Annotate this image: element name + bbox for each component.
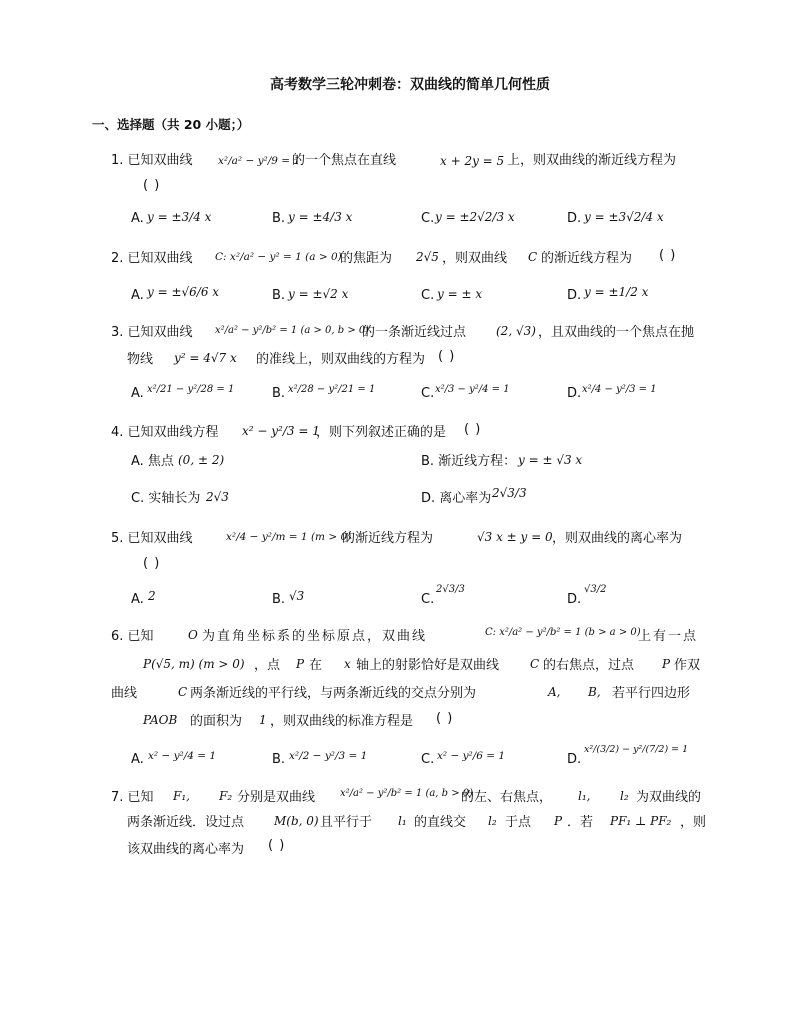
q7-text: 的左、右焦点， [461,790,553,805]
q7-equation: x²/a² − y²/b² = 1 (a, b > 0) [340,788,474,799]
q6-text: 曲线 [111,686,138,701]
option-a: (0, ± 2) [178,453,225,467]
option-label: D. [567,592,582,607]
q6-symbol: P [662,657,671,671]
q7-condition: PF₁ ⊥ PF₂ [610,814,672,828]
q7-symbol: l₂ [620,789,629,803]
q6-text: 的右焦点，过点 [543,658,635,673]
option-d: x²/4 − y²/3 = 1 [582,384,657,395]
option-a-label: A. 焦点 [131,454,174,469]
option-b-label: B. 渐近线方程： [421,454,517,469]
option-label: D. [567,211,582,226]
q6-symbol: C [178,685,188,699]
q7-symbol: F₁, [173,789,190,803]
q7-symbol: F₂ [219,789,233,803]
option-a: x² − y²/4 = 1 [148,750,217,762]
q6-text: 6. 已知 [111,629,154,644]
q4-equation: x² − y²/3 = 1 [242,424,320,438]
option-a: x²/21 − y²/28 = 1 [147,384,235,395]
option-label: B. [272,592,286,607]
q7-symbol: l₁, [578,789,591,803]
q2-text: 的焦距为 [340,251,393,266]
q7-text: 两条渐近线．设过点 [127,815,245,830]
q7-text: 的直线交 [414,815,467,830]
q1-line-equation: x + 2y = 5 [440,154,505,168]
q6-symbol: A, [548,685,561,699]
q1-text: 1. 已知双曲线 [111,153,193,168]
q3-text: 的准线上，则双曲线的方程为 [256,352,426,367]
q6-symbol: PAOB [143,713,178,727]
option-c: x²/3 − y²/4 = 1 [435,384,510,395]
q2-text: 的渐近线方程为 [541,251,633,266]
option-d: √3/2 [584,584,607,595]
page-title: 高考数学三轮冲刺卷：双曲线的简单几何性质 [270,77,550,93]
q2-symbol: C [528,250,538,264]
option-label: C. [421,386,435,401]
q3-point: (2, √3) [496,324,536,338]
option-b: x²/28 − y²/21 = 1 [288,384,376,395]
q7-text: ．若 [567,815,594,830]
option-b: √3 [289,589,305,603]
answer-blank: ( ) [143,178,161,193]
q6-text: 上有一点 [638,629,699,644]
option-b: y = ± √3 x [518,453,583,467]
option-a: y = ±√6/6 x [147,285,220,299]
option-label: C. [421,592,435,607]
option-d: 2√3/3 [492,486,527,500]
option-d: y = ±3√2/4 x [584,210,664,224]
option-d-label: D. 离心率为 [421,491,492,506]
option-c: y = ± x [437,287,483,301]
option-label: B. [272,386,286,401]
option-c-label: C. 实轴长为 [131,491,201,506]
q7-symbol: l₂ [488,814,497,828]
option-label: B. [272,752,286,767]
option-c: 2√3 [206,490,229,504]
q6-symbol: x [344,657,351,671]
q2-focal: 2√5 [416,250,439,264]
answer-blank: ( ) [268,838,286,853]
q3-text: 3. 已知双曲线 [111,325,193,340]
q7-text: ，则 [680,815,707,830]
option-label: A. [131,592,144,607]
q6-symbol: P [296,657,305,671]
option-c: y = ±2√2/3 x [435,210,515,224]
q2-text: ，则双曲线 [442,251,508,266]
option-label: C. [421,752,435,767]
option-b: y = ±√2 x [288,287,349,301]
q6-text: ，则双曲线的标准方程是 [270,714,414,729]
q4-text: 4. 已知双曲线方程 [111,425,219,440]
answer-blank: ( ) [464,422,482,437]
option-label: D. [567,288,582,303]
option-label: D. [567,386,582,401]
section-heading: 一、选择题（共 20 小题；） [92,117,250,132]
q5-text: 的渐近线方程为 [342,531,434,546]
option-b: x²/2 − y²/3 = 1 [289,750,368,762]
q1-text: 上，则双曲线的渐近线方程为 [507,153,677,168]
option-label: A. [131,211,144,226]
option-label: B. [272,211,286,226]
q7-text: 为双曲线的 [636,790,702,805]
q6-symbol: C [530,657,540,671]
option-label: A. [131,288,144,303]
option-label: C. [421,288,435,303]
q6-equation: C: x²/a² − y²/b² = 1 (b > a > 0) [485,627,641,638]
option-label: D. [567,752,582,767]
q7-text: 于点 [505,815,532,830]
q6-text: 在 [309,658,323,673]
q6-text: 为直角坐标系的坐标原点，双曲线 [202,629,428,644]
answer-blank: ( ) [436,711,454,726]
option-label: C. [421,211,435,226]
option-d: x²/(3/2) − y²/(7/2) = 1 [584,744,689,755]
q6-symbol: O [188,628,198,642]
option-c: 2√3/3 [436,584,465,595]
q4-text: ，则下列叙述正确的是 [316,425,447,440]
q7-text: 7. 已知 [111,790,154,805]
q3-parabola: y² = 4√7 x [174,351,237,365]
q3-equation: x²/a² − y²/b² = 1 (a > 0, b > 0) [215,325,370,336]
option-label: A. [131,386,144,401]
option-a: y = ±3/4 x [147,210,212,224]
option-label: B. [272,288,286,303]
q2-equation: C: x²/a² − y² = 1 (a > 0) [215,251,342,263]
q6-symbol: B, [588,685,601,699]
q2-text: 2. 已知双曲线 [111,251,193,266]
q6-point: P(√5, m) (m > 0) [143,657,245,671]
answer-blank: ( ) [659,248,677,263]
q5-text: ，则双曲线的离心率为 [552,531,683,546]
q7-symbol: P [554,814,563,828]
q1-equation: x²/a² − y²/9 = 1 [218,155,301,167]
q7-text: 分别是双曲线 [237,790,316,805]
answer-blank: ( ) [438,349,456,364]
q6-text: 两条渐近线的平行线，与两条渐近线的交点分别为 [190,686,477,701]
option-d: y = ±1/2 x [584,285,649,299]
q7-symbol: l₁ [398,814,407,828]
q6-text: 若平行四边形 [612,686,691,701]
option-c: x² − y²/6 = 1 [437,750,506,762]
q6-text: 作双 [674,658,701,673]
option-b: y = ±4/3 x [288,210,353,224]
q6-text: 的面积为 [190,714,243,729]
q7-point: M(b, 0) [274,814,319,828]
q3-text: 的一条渐近线过点 [362,325,467,340]
q5-text: 5. 已知双曲线 [111,531,193,546]
q7-text: 该双曲线的离心率为 [127,842,245,857]
q3-text: 物线 [127,352,154,367]
q7-text: 且平行于 [320,815,373,830]
q6-text: ，点 [254,658,281,673]
q3-text: ，且双曲线的一个焦点在抛 [538,325,695,340]
q6-symbol: 1 [259,713,267,727]
q5-equation: x²/4 − y²/m = 1 (m > 0) [226,531,352,543]
answer-blank: ( ) [143,556,161,571]
option-a: 2 [148,589,156,603]
q1-text: 的一个焦点在直线 [292,153,397,168]
q6-text: 轴上的射影恰好是双曲线 [356,658,500,673]
option-label: A. [131,752,144,767]
q5-asymptote: √3 x ± y = 0 [477,530,553,544]
